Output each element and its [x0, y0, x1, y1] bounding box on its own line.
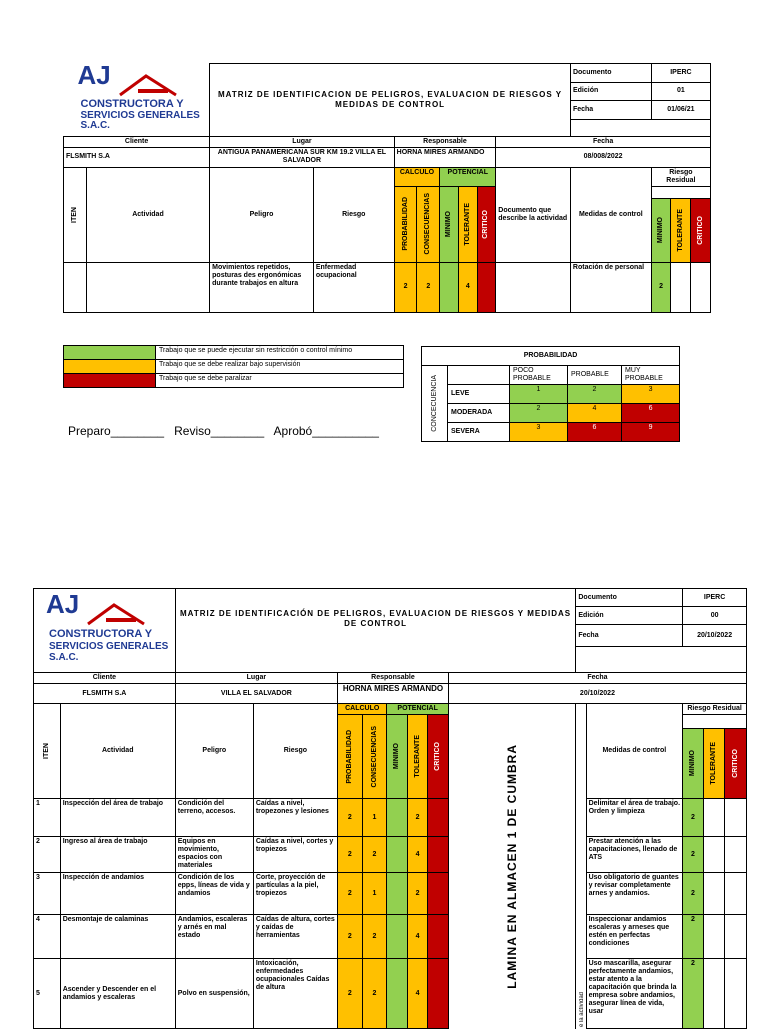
- company-line2: SERVICIOS GENERALES: [80, 109, 200, 121]
- legend-text: Trabajo que se debe realizar bajo supervisión: [156, 360, 404, 374]
- critico-header: CRITICO: [482, 209, 490, 239]
- res-critico-header: CRITICO: [696, 215, 704, 245]
- matrix-col-header: MUY PROBABLE: [622, 366, 680, 385]
- responsable-value: HORNA MIRES ARMANDO: [394, 147, 496, 167]
- hazard-cell: Polvo en suspensión,: [175, 959, 253, 1029]
- table-row: [34, 915, 747, 959]
- matrix-row-label: SEVERA: [448, 423, 510, 442]
- res-cell: 2: [683, 915, 704, 959]
- matrix-cell: 3: [510, 423, 568, 442]
- meta-label: Fecha: [576, 625, 683, 647]
- header-table-2: [33, 588, 747, 704]
- iten-header: ITEN: [70, 206, 78, 223]
- responsable-value-2: HORNA MIRES ARMANDO: [338, 684, 449, 704]
- residual-header: Riesgo Residual: [651, 167, 710, 186]
- legend-table: [63, 345, 404, 388]
- tol-cell: 4: [458, 262, 477, 312]
- consecuencias-header-2: CONSECUENCIAS: [370, 725, 378, 788]
- calculo-header-2: CALCULO: [338, 704, 387, 715]
- tol-cell: 2: [407, 873, 428, 915]
- tol-cell: 2: [407, 799, 428, 837]
- matrix-cell: 6: [568, 423, 622, 442]
- matrix-col-header: POCO PROBABLE: [510, 366, 568, 385]
- risk-cell: Caídas a nivel, cortes y tropiezos: [253, 837, 337, 873]
- table-row: [34, 837, 747, 873]
- res-tolerante-header-2: TOLERANTE: [709, 742, 717, 785]
- table-row: [34, 873, 747, 915]
- peligro-header-2: Peligro: [175, 704, 253, 799]
- meta-value: 00: [683, 607, 747, 625]
- prob-cell: 2: [394, 262, 417, 312]
- peligro-header: Peligro: [210, 167, 314, 262]
- matrix-cell: 3: [622, 385, 680, 404]
- matrix-col-header: PROBABLE: [568, 366, 622, 385]
- res-cell: 2: [683, 799, 704, 837]
- meta-label: Edición: [570, 82, 651, 101]
- doc-vertical-label: e la actividad: [579, 992, 586, 1028]
- header-table-1: [63, 63, 711, 168]
- tol-cell: 4: [407, 837, 428, 873]
- logo-roof-icon-2: [86, 602, 146, 626]
- meta-value: IPERC: [683, 589, 747, 607]
- company-line1: CONSTRUCTORA Y: [80, 97, 184, 110]
- tolerante-header: TOLERANTE: [463, 202, 471, 246]
- matrix-cell: 2: [568, 385, 622, 404]
- lugar-label: Lugar: [210, 136, 395, 147]
- actividad-header-2: Actividad: [60, 704, 175, 799]
- responsable-label: Responsable: [394, 136, 496, 147]
- legend-swatch-yellow: [64, 360, 156, 374]
- lugar-value: ANTIGUA PANAMERICANA SUR KM 19.2 VILLA EL SALVADOR: [210, 147, 395, 167]
- matrix-cell: 2: [510, 404, 568, 423]
- riesgo-header-2: Riesgo: [253, 704, 337, 799]
- fecha-value-2: 20/10/2022: [448, 684, 746, 704]
- res-critico-header-2: CRITICO: [731, 749, 739, 778]
- meta-label: Documento: [576, 589, 683, 607]
- legend-text: Trabajo que se puede ejecutar sin restricción o control mínimo: [156, 346, 404, 360]
- res-cell: 2: [683, 959, 704, 1029]
- document-2: [33, 588, 747, 1029]
- minimo-header-2: MINIMO: [393, 743, 401, 770]
- prob-cell: 2: [338, 959, 363, 1029]
- meta-label: Edición: [576, 607, 683, 625]
- matrix-cell: 9: [622, 423, 680, 442]
- cliente-value-2: FLSMITH S.A: [34, 684, 176, 704]
- matrix-row-label: LEVE: [448, 385, 510, 404]
- risk-cell: Caídas a nivel, tropezones y lesiones: [253, 799, 337, 837]
- potencial-header: POTENCIAL: [440, 167, 496, 186]
- res-tolerante-header: TOLERANTE: [676, 208, 684, 252]
- prob-cell: 2: [338, 837, 363, 873]
- peligro-cell: Movimientos repetidos, posturas des ergonómicas durante trabajos en altura: [210, 262, 314, 312]
- risk-cell: Caídas de altura, cortes y caídas de herramientas: [253, 915, 337, 959]
- matrix-side-label: CONCECUENCIA: [430, 375, 438, 432]
- company-line3-2: S.A.C.: [49, 652, 79, 663]
- company-logo: [64, 64, 210, 137]
- riesgo-header: Riesgo: [313, 167, 394, 262]
- fecha-label-2: Fecha: [448, 673, 746, 684]
- table-row: [34, 799, 747, 837]
- res-cell: 2: [683, 837, 704, 873]
- document-1: [63, 63, 711, 438]
- res-cell: 2: [651, 262, 671, 312]
- activity-cell: Inspección de andamios: [60, 873, 175, 915]
- matrix-cell: 4: [568, 404, 622, 423]
- legend-row: [64, 374, 404, 388]
- hazard-cell: Condición de los epps, líneas de vida y andamios: [175, 873, 253, 915]
- cons-cell: 2: [362, 915, 387, 959]
- meta-value: 01/06/21: [651, 101, 710, 120]
- medidas-cell: Rotación de personal: [570, 262, 651, 312]
- cons-cell: 2: [362, 959, 387, 1029]
- measures-cell: Inspeccionar andamios escaleras y arneses que estén en perfectas condiciones: [586, 915, 683, 959]
- activity-cell: Desmontaje de calaminas: [60, 915, 175, 959]
- minimo-header: MINIMO: [445, 210, 453, 238]
- tol-cell: 4: [407, 915, 428, 959]
- matrix-title: PROBABILIDAD: [422, 347, 680, 366]
- logo-roof-icon: [118, 73, 178, 97]
- res-minimo-header-2: MINIMO: [688, 750, 696, 777]
- iten-header-2: ITEN: [42, 743, 50, 759]
- risk-cell: Corte, proyección de partículas a la piel, tropiezos: [253, 873, 337, 915]
- fecha-label: Fecha: [496, 136, 711, 147]
- probabilidad-header-2: PROBABILIDAD: [345, 729, 353, 784]
- measures-cell: Delimitar el área de trabajo. Orden y limpieza: [586, 799, 683, 837]
- company-logo-2: [34, 589, 176, 673]
- measures-cell: Uso mascarilla, asegurar perfectamente andamios, estar atento a la capacitación que brinda la empresa sobre andamios, asegurar línea de vida, usar: [586, 959, 683, 1029]
- lugar-label-2: Lugar: [175, 673, 337, 684]
- potencial-header-2: POTENCIAL: [387, 704, 449, 715]
- medidas-header: Medidas de control: [570, 167, 651, 262]
- prepared-field: Preparo________: [68, 424, 165, 438]
- company-line2-2: SERVICIOS GENERALES: [49, 641, 169, 652]
- probability-matrix: [421, 346, 680, 442]
- task-vertical-label: LAMINA EN ALMACEN 1 DE CUMBRA: [505, 743, 520, 989]
- meta-label: Documento: [570, 64, 651, 83]
- matrix-row-label: MODERADA: [448, 404, 510, 423]
- hazard-cell: Equipos en movimiento, espacios con materiales: [175, 837, 253, 873]
- matrix-cell: 6: [622, 404, 680, 423]
- meta-label: Fecha: [570, 101, 651, 120]
- legend-row: [64, 346, 404, 360]
- row-number: 2: [34, 837, 61, 873]
- activity-cell: Ascender y Descender en el andamios y escaleras: [60, 959, 175, 1029]
- risk-table-2: [33, 703, 747, 1029]
- prob-cell: 2: [338, 915, 363, 959]
- meta-value: 01: [651, 82, 710, 101]
- row-number: 3: [34, 873, 61, 915]
- company-line3: S.A.C.: [80, 119, 110, 131]
- legend-text: Trabajo que se debe paralizar: [156, 374, 404, 388]
- row-number: 1: [34, 799, 61, 837]
- measures-cell: Prestar atención a las capacitaciones, llenado de ATS: [586, 837, 683, 873]
- tolerante-header-2: TOLERANTE: [413, 735, 421, 778]
- consecuencias-header: CONSECUENCIAS: [424, 193, 432, 255]
- risk-table-1: [63, 167, 711, 313]
- activity-cell: Inspección del área de trabajo: [60, 799, 175, 837]
- table-row: [34, 959, 747, 1029]
- res-minimo-header: MINIMO: [657, 216, 665, 244]
- prob-cell: 2: [338, 799, 363, 837]
- page-title: MATRIZ DE IDENTIFICACION DE PELIGROS, EVALUACION DE RIESGOS Y MEDIDAS DE CONTROL: [210, 64, 571, 137]
- cliente-value: FLSMITH S.A: [64, 147, 210, 167]
- signature-line: [68, 424, 379, 438]
- meta-value: 20/10/2022: [683, 625, 747, 647]
- measures-cell: Uso obligatorio de guantes y revisar completamente arnes y andamios.: [586, 873, 683, 915]
- meta-value: IPERC: [651, 64, 710, 83]
- row-number: 4: [34, 915, 61, 959]
- cons-cell: 2: [417, 262, 440, 312]
- legend-swatch-green: [64, 346, 156, 360]
- prob-cell: 2: [338, 873, 363, 915]
- row-number: 5: [34, 959, 61, 1029]
- legend-row: [64, 360, 404, 374]
- residual-header-2: Riesgo Residual: [683, 704, 747, 715]
- approved-field: Aprobó__________: [273, 424, 379, 438]
- cons-cell: 1: [362, 873, 387, 915]
- cliente-label-2: Cliente: [34, 673, 176, 684]
- logo-mark-2: AJ: [46, 589, 80, 619]
- company-line1-2: CONSTRUCTORA Y: [49, 628, 153, 640]
- cons-cell: 1: [362, 799, 387, 837]
- hazard-cell: Andamios, escaleras y arnés en mal estado: [175, 915, 253, 959]
- risk-cell: Intoxicación, enfermedades ocupacionales Caídas de altura: [253, 959, 337, 1029]
- res-cell: 2: [683, 873, 704, 915]
- matrix-cell: 1: [510, 385, 568, 404]
- logo-mark: AJ: [77, 63, 111, 90]
- legend-swatch-red: [64, 374, 156, 388]
- hazard-cell: Condición del terreno, accesos.: [175, 799, 253, 837]
- cons-cell: 2: [362, 837, 387, 873]
- page-title-2: MATRIZ DE IDENTIFICACIÓN DE PELIGROS, EVALUACION DE RIESGOS Y MEDIDAS DE CONTROL: [175, 589, 576, 673]
- table-row: [64, 262, 711, 312]
- critico-header-2: CRITICO: [434, 742, 442, 771]
- actividad-header: Actividad: [86, 167, 209, 262]
- responsable-label-2: Responsable: [338, 673, 449, 684]
- reviewed-field: Reviso________: [174, 424, 265, 438]
- fecha-value: 08/008/2022: [496, 147, 711, 167]
- cliente-label: Cliente: [64, 136, 210, 147]
- documento-header: Documento que describe la actividad: [496, 167, 571, 262]
- riesgo-cell: Enfermedad ocupacional: [313, 262, 394, 312]
- calculo-header: CALCULO: [394, 167, 440, 186]
- medidas-header-2: Medidas de control: [586, 704, 683, 799]
- tol-cell: 4: [407, 959, 428, 1029]
- lugar-value-2: VILLA EL SALVADOR: [175, 684, 337, 704]
- activity-cell: Ingreso al área de trabajo: [60, 837, 175, 873]
- probabilidad-header: PROBABILIDAD: [401, 197, 409, 251]
